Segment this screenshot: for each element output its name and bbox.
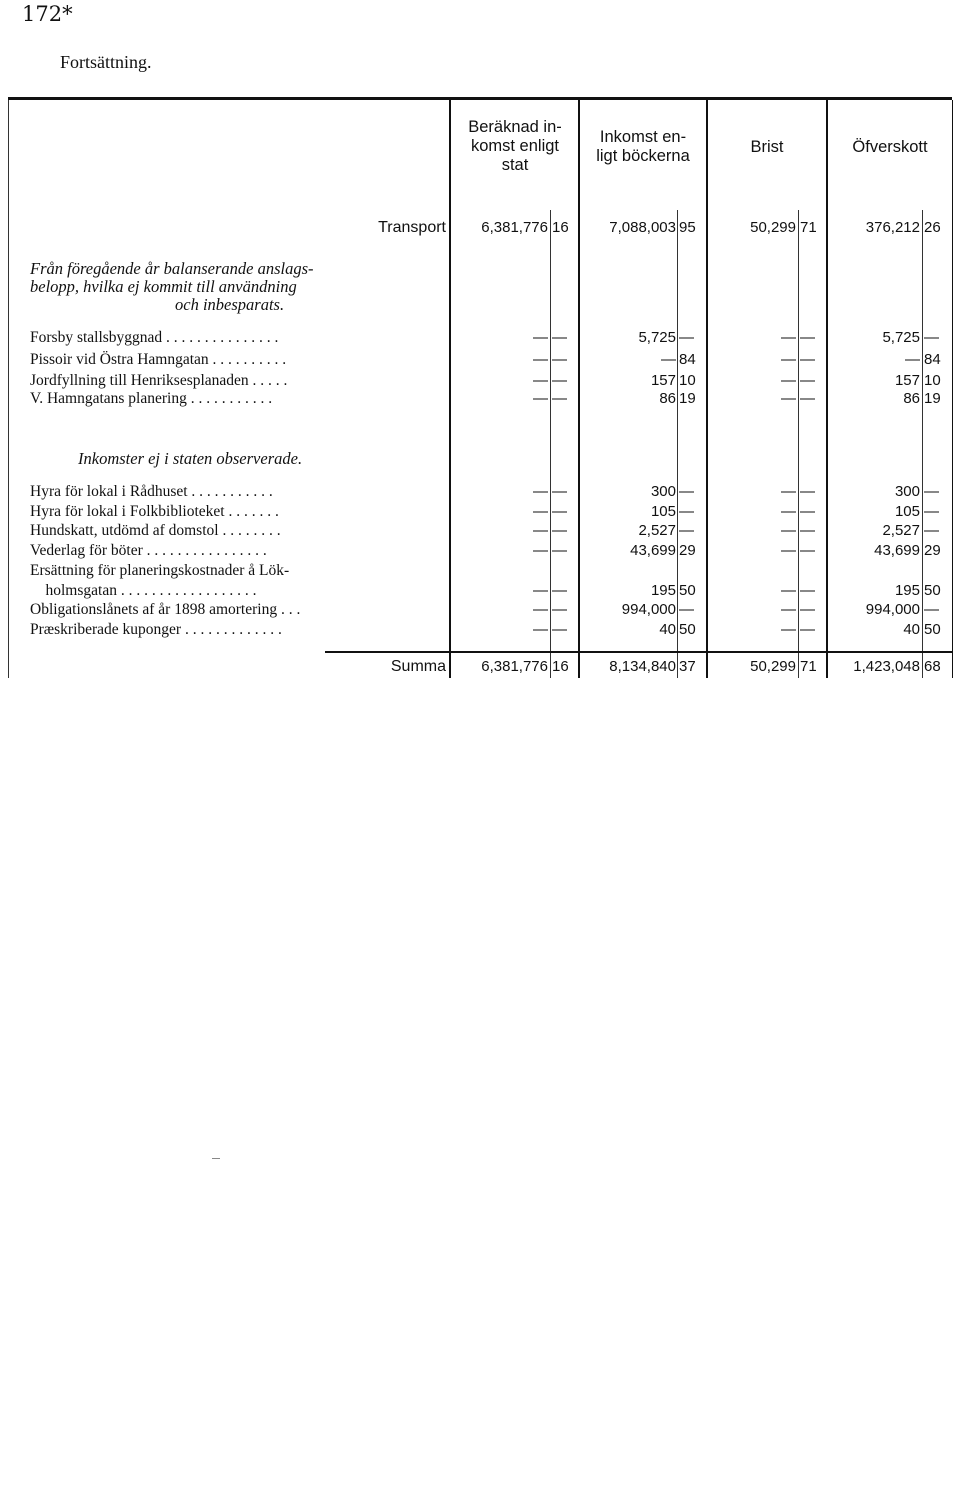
table-row — [0, 349, 960, 371]
cell: 2,527 — [882, 522, 920, 539]
page-heading: Fortsättning. — [60, 52, 152, 72]
cell: — — [781, 351, 796, 368]
cell: — — [552, 542, 567, 559]
cell: — — [781, 582, 796, 599]
cell: 71 — [800, 219, 817, 236]
cell: 50 — [679, 621, 696, 638]
row-label: Ersättning för planeringskostnader å Lök- — [30, 562, 290, 579]
cell: 195 — [650, 582, 676, 599]
cell: — — [533, 372, 548, 389]
section-title-line: och inbesparats. — [175, 295, 285, 314]
cell: 43,699 — [630, 542, 676, 559]
cell: — — [800, 542, 815, 559]
cell: — — [800, 390, 815, 407]
table-row — [0, 327, 960, 349]
cell: — — [924, 522, 939, 539]
cell: 29 — [924, 542, 941, 559]
cell: 376,212 — [865, 219, 920, 236]
row-label: Forsby stallsbyggnad . . . . . . . . . . . . . . . — [30, 329, 279, 346]
cell: — — [800, 582, 815, 599]
cell: — — [781, 372, 796, 389]
stray-mark — [212, 1158, 220, 1159]
cell: — — [781, 621, 796, 638]
cell: — — [905, 351, 920, 368]
cell: — — [552, 390, 567, 407]
cell: 95 — [679, 219, 696, 236]
column-header-booked-income — [580, 128, 706, 166]
column-header-deficit: Brist — [750, 138, 784, 156]
cell: — — [800, 503, 815, 520]
cell: 10 — [679, 372, 696, 389]
cell: 16 — [552, 219, 569, 236]
cell: 50,299 — [750, 658, 796, 675]
page-number: 172* — [22, 2, 73, 26]
row-label: V. Hamngatans planering . . . . . . . . . . . — [30, 390, 273, 407]
cell: 84 — [924, 351, 941, 368]
cell: — — [533, 582, 548, 599]
cell: 2,527 — [638, 522, 676, 539]
cell: 26 — [924, 219, 941, 236]
cell: 86 — [903, 390, 920, 407]
cell: 37 — [679, 658, 696, 675]
cell: — — [800, 483, 815, 500]
cell: — — [781, 542, 796, 559]
cell: 5,725 — [638, 329, 676, 346]
section-title-line: Från föregående år balanserande anslags- — [30, 259, 314, 278]
table-row — [0, 540, 960, 562]
row-label: Pissoir vid Östra Hamngatan . . . . . . . . . . — [30, 351, 287, 368]
cell: 68 — [924, 658, 941, 675]
cell: — — [552, 329, 567, 346]
cell: 994,000 — [865, 601, 920, 618]
cell: 6,381,776 — [481, 658, 548, 675]
cell: 16 — [552, 658, 569, 675]
cell: 40 — [659, 621, 676, 638]
cell: — — [800, 601, 815, 618]
cell: — — [800, 351, 815, 368]
cell: 300 — [650, 483, 676, 500]
row-label: Obligationslånets af år 1898 amortering . . . — [30, 601, 301, 618]
cell: — — [781, 390, 796, 407]
table-row — [0, 481, 960, 503]
row-label: Summa — [390, 658, 446, 675]
cell: 71 — [800, 658, 817, 675]
table-row — [0, 388, 960, 410]
row-label: Jordfyllning till Henriksesplanaden . . . . . — [30, 372, 288, 389]
cell: 7,088,003 — [609, 219, 676, 236]
transport-row — [0, 217, 960, 239]
row-label: Hundskatt, utdömd af domstol . . . . . . . . — [30, 522, 281, 539]
cell: 6,381,776 — [481, 219, 548, 236]
cell: — — [533, 390, 548, 407]
cell: 43,699 — [874, 542, 920, 559]
table-row — [0, 619, 960, 641]
column-header-surplus: Öfverskott — [852, 138, 928, 156]
cell: — — [552, 621, 567, 638]
cell: — — [552, 372, 567, 389]
cell: — — [781, 503, 796, 520]
cell: — — [924, 503, 939, 520]
row-label: Transport — [378, 219, 446, 236]
cell: — — [781, 483, 796, 500]
cell: 157 — [894, 372, 920, 389]
header-line: Beräknad in- — [468, 118, 562, 136]
cell: 40 — [903, 621, 920, 638]
cell: — — [800, 329, 815, 346]
section-title: Inkomster ej i staten observerade. — [78, 449, 303, 468]
cell: — — [533, 522, 548, 539]
cell: 105 — [894, 503, 920, 520]
cell: — — [661, 351, 676, 368]
cell: — — [552, 601, 567, 618]
cell: 8,134,840 — [609, 658, 676, 675]
header-line: stat — [501, 156, 529, 174]
cell: 10 — [924, 372, 941, 389]
cell: 300 — [894, 483, 920, 500]
cell: — — [924, 601, 939, 618]
cell: — — [800, 372, 815, 389]
row-label: Hyra för lokal i Rådhuset . . . . . . . . . . . — [30, 483, 273, 500]
section-title — [30, 260, 450, 314]
table-row — [0, 560, 960, 582]
summa-rule — [325, 651, 952, 653]
cell: 157 — [650, 372, 676, 389]
header-line: komst enligt — [470, 137, 560, 155]
cell: 50 — [924, 582, 941, 599]
row-label: holmsgatan . . . . . . . . . . . . . . . . . . — [30, 582, 257, 599]
cell: — — [552, 522, 567, 539]
top-rule — [8, 97, 952, 100]
cell: 1,423,048 — [853, 658, 920, 675]
cell: — — [924, 483, 939, 500]
section-title-line: belopp, hvilka ej kommit till användning — [30, 277, 297, 296]
cell: 105 — [650, 503, 676, 520]
cell: — — [679, 522, 694, 539]
cell: — — [781, 522, 796, 539]
cell: — — [533, 542, 548, 559]
header-line: ligt böckerna — [596, 147, 690, 165]
cell: 50,299 — [750, 219, 796, 236]
cell: — — [533, 351, 548, 368]
table-row — [0, 520, 960, 542]
cell: — — [552, 483, 567, 500]
cell: 50 — [924, 621, 941, 638]
cell: — — [533, 483, 548, 500]
column-header-calculated-income — [452, 118, 578, 175]
cell: — — [679, 601, 694, 618]
cell: — — [533, 621, 548, 638]
cell: 50 — [679, 582, 696, 599]
cell: — — [533, 503, 548, 520]
cell: 5,725 — [882, 329, 920, 346]
cell: — — [781, 601, 796, 618]
cell: — — [679, 503, 694, 520]
cell: 84 — [679, 351, 696, 368]
cell: — — [552, 503, 567, 520]
cell: — — [533, 329, 548, 346]
header-line: Inkomst en- — [599, 128, 687, 146]
summa-row — [0, 656, 960, 678]
table-row — [0, 599, 960, 621]
cell: 994,000 — [621, 601, 676, 618]
cell: — — [679, 329, 694, 346]
cell: — — [800, 621, 815, 638]
cell: — — [552, 351, 567, 368]
cell: 29 — [679, 542, 696, 559]
cell: — — [924, 329, 939, 346]
row-label: Præskriberade kuponger . . . . . . . . . . . . . — [30, 621, 282, 638]
row-label: Vederlag för böter . . . . . . . . . . . . . . . . — [30, 542, 267, 559]
cell: — — [781, 329, 796, 346]
cell: — — [800, 522, 815, 539]
cell: — — [533, 601, 548, 618]
cell: — — [679, 483, 694, 500]
cell: 195 — [894, 582, 920, 599]
cell: 19 — [924, 390, 941, 407]
cell: — — [552, 582, 567, 599]
cell: 86 — [659, 390, 676, 407]
cell: 19 — [679, 390, 696, 407]
row-label: Hyra för lokal i Folkbiblioteket . . . . . . . — [30, 503, 279, 520]
